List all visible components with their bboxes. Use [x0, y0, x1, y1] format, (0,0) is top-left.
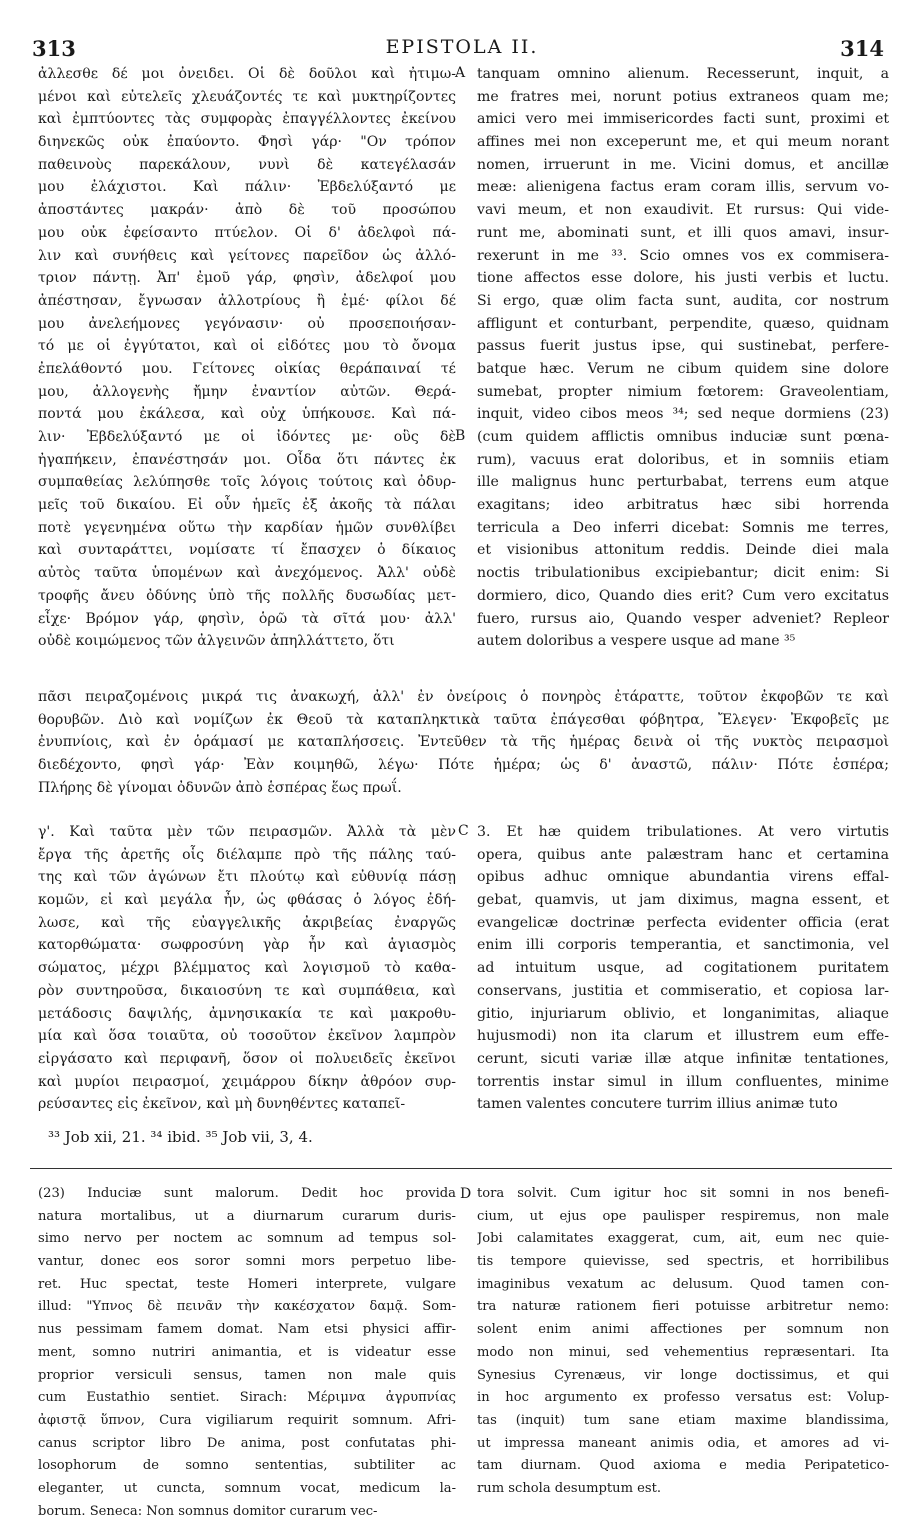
footnote-line: (23) Induciæ sunt malorum. Dedit hoc provida	[38, 1186, 456, 1201]
latin-column-bottom	[477, 821, 889, 1116]
latin-line: torrentis instar simul in illum confluentes, minime	[477, 1073, 889, 1090]
greek-column-top	[38, 63, 456, 653]
footnote-line: Synesius Cyrenæus, vir longe doctissimus, et qui	[477, 1367, 889, 1383]
latin-line: et visionibus attonitum reddis. Deinde diei mala	[477, 542, 889, 559]
greek-line: τριον πάντῃ. Ἀπ' ἐμοῦ γάρ, φησὶν, ἀδελφοί μου	[38, 270, 456, 287]
footnote-line: imaginibus vexatum ac delusum. Quod tamen con-	[477, 1276, 889, 1292]
latin-line: nomen, irruerunt in me. Vicini domus, et ancillæ	[477, 156, 889, 173]
latin-line: exagitans; ideo arbitratus hæc sibi horrenda	[477, 497, 889, 514]
greek-full-line: διεδέχοντο, φησὶ γάρ· Ἐὰν κοιμηθῶ, λέγω· Πότε ἡμέρα; ὡς δ' ἀναστῶ, πάλιν· Πότε ἑσπέρα;	[38, 757, 889, 774]
latin-line: vavi meum, et non exaudivit. Et rursus: Qui vide-	[477, 202, 889, 219]
latin-line: runt me, abominati sunt, et illi quos amavi, insur-	[477, 224, 889, 241]
footnote-line: tam diurnam. Quod axioma e media Peripatetico-	[477, 1458, 889, 1474]
footnote-line: proprior versiculi sensus, tamen non male quis	[38, 1367, 456, 1383]
footnote-line: nus pessimam famem domat. Nam etsi physici affir-	[38, 1322, 456, 1338]
greek-full-line: ἐνυπνίοις, καὶ ἐν ὁράμασί με καταπλήσσεις. Ἐντεῦθεν τὰ τῆς ἡμέρας δεινὰ οἱ τῆς νυκτὸς πειρασμοὶ	[38, 734, 889, 751]
footnote-line: cium, ut ejus ope paulisper respiremus, non male	[477, 1208, 889, 1224]
latin-line: amici vero mei immisericordes facti sunt, proximi et	[477, 111, 889, 128]
latin-line: gitio, injuriarum oblivio, et longanimitas, aliaque	[477, 1005, 889, 1022]
latin-line: cerunt, sicuti variæ illæ atque infinitæ tentationes,	[477, 1050, 889, 1067]
latin-line: tione affectos esse dolore, his justi verbis et luctu.	[477, 270, 889, 287]
greek-line: παθεινοὺς παρεκάλουν, νυνὶ δὲ κατεγέλασάν	[38, 156, 456, 173]
latin-line: noctis tribulationibus excipiebantur; dicit enim: Si	[477, 565, 889, 582]
latin-line: gebat, quamvis, ut jam diximus, magna essent, et	[477, 892, 889, 909]
greek-line: μου οὐκ ἐφείσαντο πτύελον. Οἱ δ' ἀδελφοὶ πά-	[38, 224, 456, 241]
footnote-line: natura mortalibus, ut a diurnarum curarum duris-	[38, 1208, 456, 1224]
footnote-line: ment, somno nutriri animantia, et is videatur esse	[38, 1344, 456, 1360]
greek-line: λιν καὶ συνήθεις καὶ γείτονες παρεῖδον ὡς ἀλλό-	[38, 247, 456, 264]
latin-line: passus fuerit justus ipse, qui sustinebat, perfere-	[477, 338, 889, 355]
greek-line: μία καὶ ὅσα τοιαῦτα, οὐ τοσοῦτον ἐκεῖνον λαμπρὸν	[38, 1028, 456, 1045]
latin-line: terricula a Deo inferri dicebat: Somnis me terres,	[477, 519, 889, 536]
greek-full-width-passage	[38, 686, 889, 799]
latin-line: ad intuitum usque, ad cogitationem puritatem	[477, 960, 889, 977]
greek-line: εἰργάσατο καὶ περιφανῆ, ὅσον οἱ πολυειδεῖς ἐκεῖνοι	[38, 1050, 456, 1067]
greek-line: ἠγαπήκειν, ἐπανέστησάν μοι. Οἶδα ὅτι πάντες ἐκ	[38, 451, 456, 468]
page-number-right: 314	[840, 36, 884, 61]
latin-line: tanquam omnino alienum. Recesserunt, inquit, a	[477, 66, 889, 82]
footnote-line: ἀφιστᾷ ὕπνον, Cura vigiliarum requirit somnum. Afri-	[38, 1412, 456, 1428]
latin-line: me fratres mei, norunt potius extraneos quam me;	[477, 88, 889, 105]
greek-line: καὶ συνταράττει, νομίσατε τί ἔπασχεν ὁ δίκαιος	[38, 542, 456, 559]
greek-line: λωσε, καὶ τῆς εὐαγγελικῆς ἀκριβείας ἐναργῶς	[38, 914, 456, 931]
latin-line: (cum quidem afflictis omnibus induciæ sunt pœna-	[477, 429, 889, 445]
footnote-line: rum schola desumptum est.	[477, 1480, 662, 1496]
latin-line: rexerunt in me ³³. Scio omnes vos ex commisera-	[477, 247, 889, 264]
marker-c: C	[458, 823, 469, 839]
latin-line: affines mei non exceperunt me, et qui meum norant	[477, 134, 889, 151]
footnote-line: illud: "Υπνος δὲ πεινᾶν τὴν κακέσχατον δαμᾷ. Som-	[38, 1299, 456, 1315]
greek-line: ρὸν συντηροῦσα, δικαιοσύνη τε καὶ συμπάθεια, καὶ	[38, 982, 456, 999]
latin-line: Si ergo, quæ olim facta sunt, audita, cor nostrum	[477, 292, 889, 309]
footnote-line: canus scriptor libro De anima, post confutatas phi-	[38, 1435, 456, 1451]
greek-line: μετάδοσις δαψιλής, ἀμνησικακία τε καὶ μακροθυ-	[38, 1005, 456, 1022]
greek-line: ἀλλεσθε δέ μοι ὀνειδει. Οἱ δὲ δοῦλοι καὶ ἠτιμω-	[38, 66, 456, 82]
footnote-right-column	[477, 1184, 889, 1502]
greek-line: κομῶν, εἰ καὶ μεγάλα ἦν, ὡς φθάσας ὁ λόγος ἐδή-	[38, 892, 456, 909]
marker-d: D	[460, 1186, 472, 1202]
latin-line: hujusmodi) non ita clarum et illustrem eum effe-	[477, 1028, 889, 1045]
greek-line: σώματος, μέχρι βλέμματος καὶ λογισμοῦ τὸ καθα-	[38, 960, 456, 977]
footnote-line: tis tempore quievisse, sed spectris, et horribilibus	[477, 1254, 889, 1270]
greek-line: αὐτὸς ταῦτα ὑπομένων καὶ ἀνεχόμενος. Ἀλλ' οὐδὲ	[38, 565, 456, 582]
greek-line: τροφῆς ἄνευ ὀδύνης ὑπὸ τῆς πολλῆς δυσωδίας μετ-	[38, 587, 456, 604]
rule-notes	[30, 1168, 892, 1169]
latin-line: tamen valentes concutere turrim illius animæ tuto	[477, 1096, 838, 1113]
latin-line: inquit, video cibos meos ³⁴; sed neque dormiens (23)	[477, 406, 889, 423]
footnote-line: losophorum de somno sententias, subtiliter ac	[38, 1458, 456, 1474]
running-title: EPISTOLA II.	[385, 36, 539, 58]
footnote-left-column	[38, 1184, 456, 1524]
latin-column-top	[477, 63, 889, 653]
greek-line: ποτὲ γεγενημένα οὕτω τὴν καρδίαν ἡμῶν συνθλίβει	[38, 519, 456, 536]
greek-line: ἀπέστησαν, ἔγνωσαν ἀλλοτρίους ἢ ἐμέ· φίλοι δέ	[38, 292, 456, 309]
greek-line: της καὶ τῶν ἀγώνων ἔτι πλούτῳ καὶ εὐθυνίᾳ πάσῃ	[38, 869, 456, 886]
footnote-line: cum Eustathio sentiet. Sirach: Μέριμνα ἀγρυπνίας	[38, 1390, 456, 1406]
greek-line: ἐπελάθοντό μου. Γείτονες οἰκίας θεράπαιναί τέ	[38, 360, 456, 377]
latin-line: dormiero, dico, Quando dies erit? Cum vero excitatus	[477, 587, 889, 604]
greek-line: γ'. Καὶ ταῦτα μὲν τῶν πειρασμῶν. Ἀλλὰ τὰ μὲν	[38, 824, 456, 840]
greek-line: διηνεκῶς οὐκ ἐπαύοντο. Φησὶ γάρ· "Ον τρόπον	[38, 134, 456, 151]
latin-line: enim illi corporis temperantia, et sanctimonia, vel	[477, 937, 889, 954]
latin-line: opera, quibus ante palæstram hanc et certamina	[477, 846, 889, 863]
greek-line: ποντά μου ἐκάλεσα, καὶ οὐχ ὑπήκουσε. Καὶ πά-	[38, 406, 456, 423]
footnote-line: ret. Huc spectat, teste Homeri interprete, vulgare	[38, 1276, 456, 1292]
greek-line: ρεύσαντες εἰς ἐκεῖνον, καὶ μὴ δυνηθέντες καταπεῖ-	[38, 1096, 406, 1113]
greek-line: οὐδὲ κοιμώμενος τῶν ἀλγεινῶν ἀπηλλάττετο, ὅτι	[38, 633, 395, 650]
greek-full-line: θορυβῶν. Διὸ καὶ νομίζων ἐκ Θεοῦ τὰ καταπληκτικὰ ταῦτα ἐπάγεσθαι φόβητρα, Ἔλεγεν· Ἐκφοβεῖς με	[38, 711, 889, 728]
footnote-line: in hoc argumento ex professo versatus est: Volup-	[477, 1390, 889, 1406]
greek-line: μου, ἀλλογενὴς ἤμην ἐναντίον αὐτῶν. Θερά-	[38, 383, 456, 400]
greek-line: μου ἀνελεήμονες γεγόνασιν· οὐ προσεποιήσαν-	[38, 315, 456, 332]
footnote-line: tra naturæ rationem fieri potuisse arbitretur nemo:	[477, 1299, 889, 1315]
footnote-line: borum. Seneca: Non somnus domitor curarum vec-	[38, 1503, 378, 1519]
footnote-line: ut impressa maneant animis odia, et amores ad vi-	[477, 1435, 889, 1451]
latin-line: autem doloribus a vespere usque ad mane ³⁵	[477, 633, 796, 650]
scripture-references: ³³ Job xii, 21. ³⁴ ibid. ³⁵ Job vii, 3, 4.	[48, 1128, 313, 1146]
greek-line: συμπαθείας λελύπησθε τοῖς λόγοις τούτοις καὶ ὀδυρ-	[38, 474, 456, 491]
greek-full-line: Πλήρης δὲ γίνομαι ὀδυνῶν ἀπὸ ἑσπέρας ἕως πρωΐ.	[38, 779, 402, 796]
latin-line: 3. Et hæ quidem tribulationes. At vero virtutis	[477, 824, 889, 840]
greek-column-bottom	[38, 821, 456, 1116]
footnote-line: solent enim animi affectiones per somnum non	[477, 1322, 889, 1338]
latin-line: sumebat, propter nimium fœtorem: Graveolentiam,	[477, 383, 889, 400]
latin-line: opibus adhuc omnique abundantia virens effal-	[477, 869, 889, 886]
latin-line: affligunt et conturbant, perpendite, quæso, quidnam	[477, 315, 889, 332]
latin-line: rum), vacuus erat doloribus, et in somniis etiam	[477, 451, 889, 468]
greek-line: καὶ ἐμπτύοντες τὰς συμφορὰς ἐπαγγέλλοντες ἐκείνου	[38, 111, 456, 128]
page-number-left: 313	[32, 36, 76, 61]
greek-line: εἶχε· Βρόμον γάρ, φησὶν, ὁρῶ τὰ σῖτά μου· ἀλλ'	[38, 610, 456, 627]
footnote-line: vantur, donec eos soror somni mors perpetuo libe-	[38, 1254, 456, 1270]
greek-line: μου ἐλάχιστοι. Καὶ πάλιν· Ἐβδελύξαντό με	[38, 179, 456, 196]
greek-line: κατορθώματα· σωφροσύνη γὰρ ἦν καὶ ἁγιασμὸς	[38, 937, 456, 954]
latin-line: batque hæc. Verum ne cibum quidem sine dolore	[477, 360, 889, 377]
latin-line: conservans, justitia et commiseratio, et copiosa lar-	[477, 982, 889, 999]
greek-line: τό με οἱ ἐγγύτατοι, καὶ οἱ εἰδότες μου τὸ ὄνομα	[38, 338, 456, 355]
marker-a: A	[455, 65, 466, 81]
latin-line: fuero, rursus aio, Quando vesper adveniet? Repleor	[477, 610, 889, 627]
greek-line: καὶ μυρίοι πειρασμοί, χειμάρρου δίκην ἀθρόον συρ-	[38, 1073, 456, 1090]
footnote-line: simo nervo per noctem ac somnum ad tempus sol-	[38, 1231, 456, 1247]
footnote-line: Jobi calamitates exaggerat, cum, ait, eum nec quie-	[477, 1231, 889, 1247]
footnote-line: tas (inquit) tum sane etiam maxime blandissima,	[477, 1412, 889, 1428]
footnote-line: tora solvit. Cum igitur hoc sit somni in nos benefi-	[477, 1186, 889, 1201]
footnote-line: modo non minui, sed vehementius repræsentari. Ita	[477, 1344, 889, 1360]
latin-line: evangelicæ doctrinæ perfecta evidenter officia (erat	[477, 914, 889, 931]
greek-line: ἔργα τῆς ἀρετῆς οἷς διέλαμπε πρὸ τῆς πάλης ταύ-	[38, 846, 456, 863]
greek-full-line: πᾶσι πειραζομένοις μικρά τις ἀνακωχή, ἀλλ' ἐν ὀνείροις ὁ πονηρὸς ἐτάραττε, τοῦτον ἐκφοβῶν τε καὶ	[38, 689, 889, 705]
greek-line: μένοι καὶ εὐτελεῖς χλευάζοντές τε καὶ μυκτηρίζοντες	[38, 88, 456, 105]
greek-line: λιν· Ἐβδελύξαντό με οἱ ἰδόντες με· οὓς δὲ	[38, 429, 456, 445]
greek-line: ἀποστάντες μακράν· ἀπὸ δὲ τοῦ προσώπου	[38, 202, 456, 219]
footnote-line: eleganter, ut cuncta, somnum vocat, medicum la-	[38, 1480, 456, 1496]
greek-line: μεῖς τοῦ δικαίου. Εἰ οὖν ἡμεῖς ἐξ ἀκοῆς τὰ πάλαι	[38, 497, 456, 514]
marker-b: B	[455, 428, 466, 444]
latin-line: meæ: alienigena factus eram coram illis, servum vo-	[477, 179, 889, 196]
latin-line: ille malignus hunc perturbabat, terrens eum atque	[477, 474, 889, 491]
